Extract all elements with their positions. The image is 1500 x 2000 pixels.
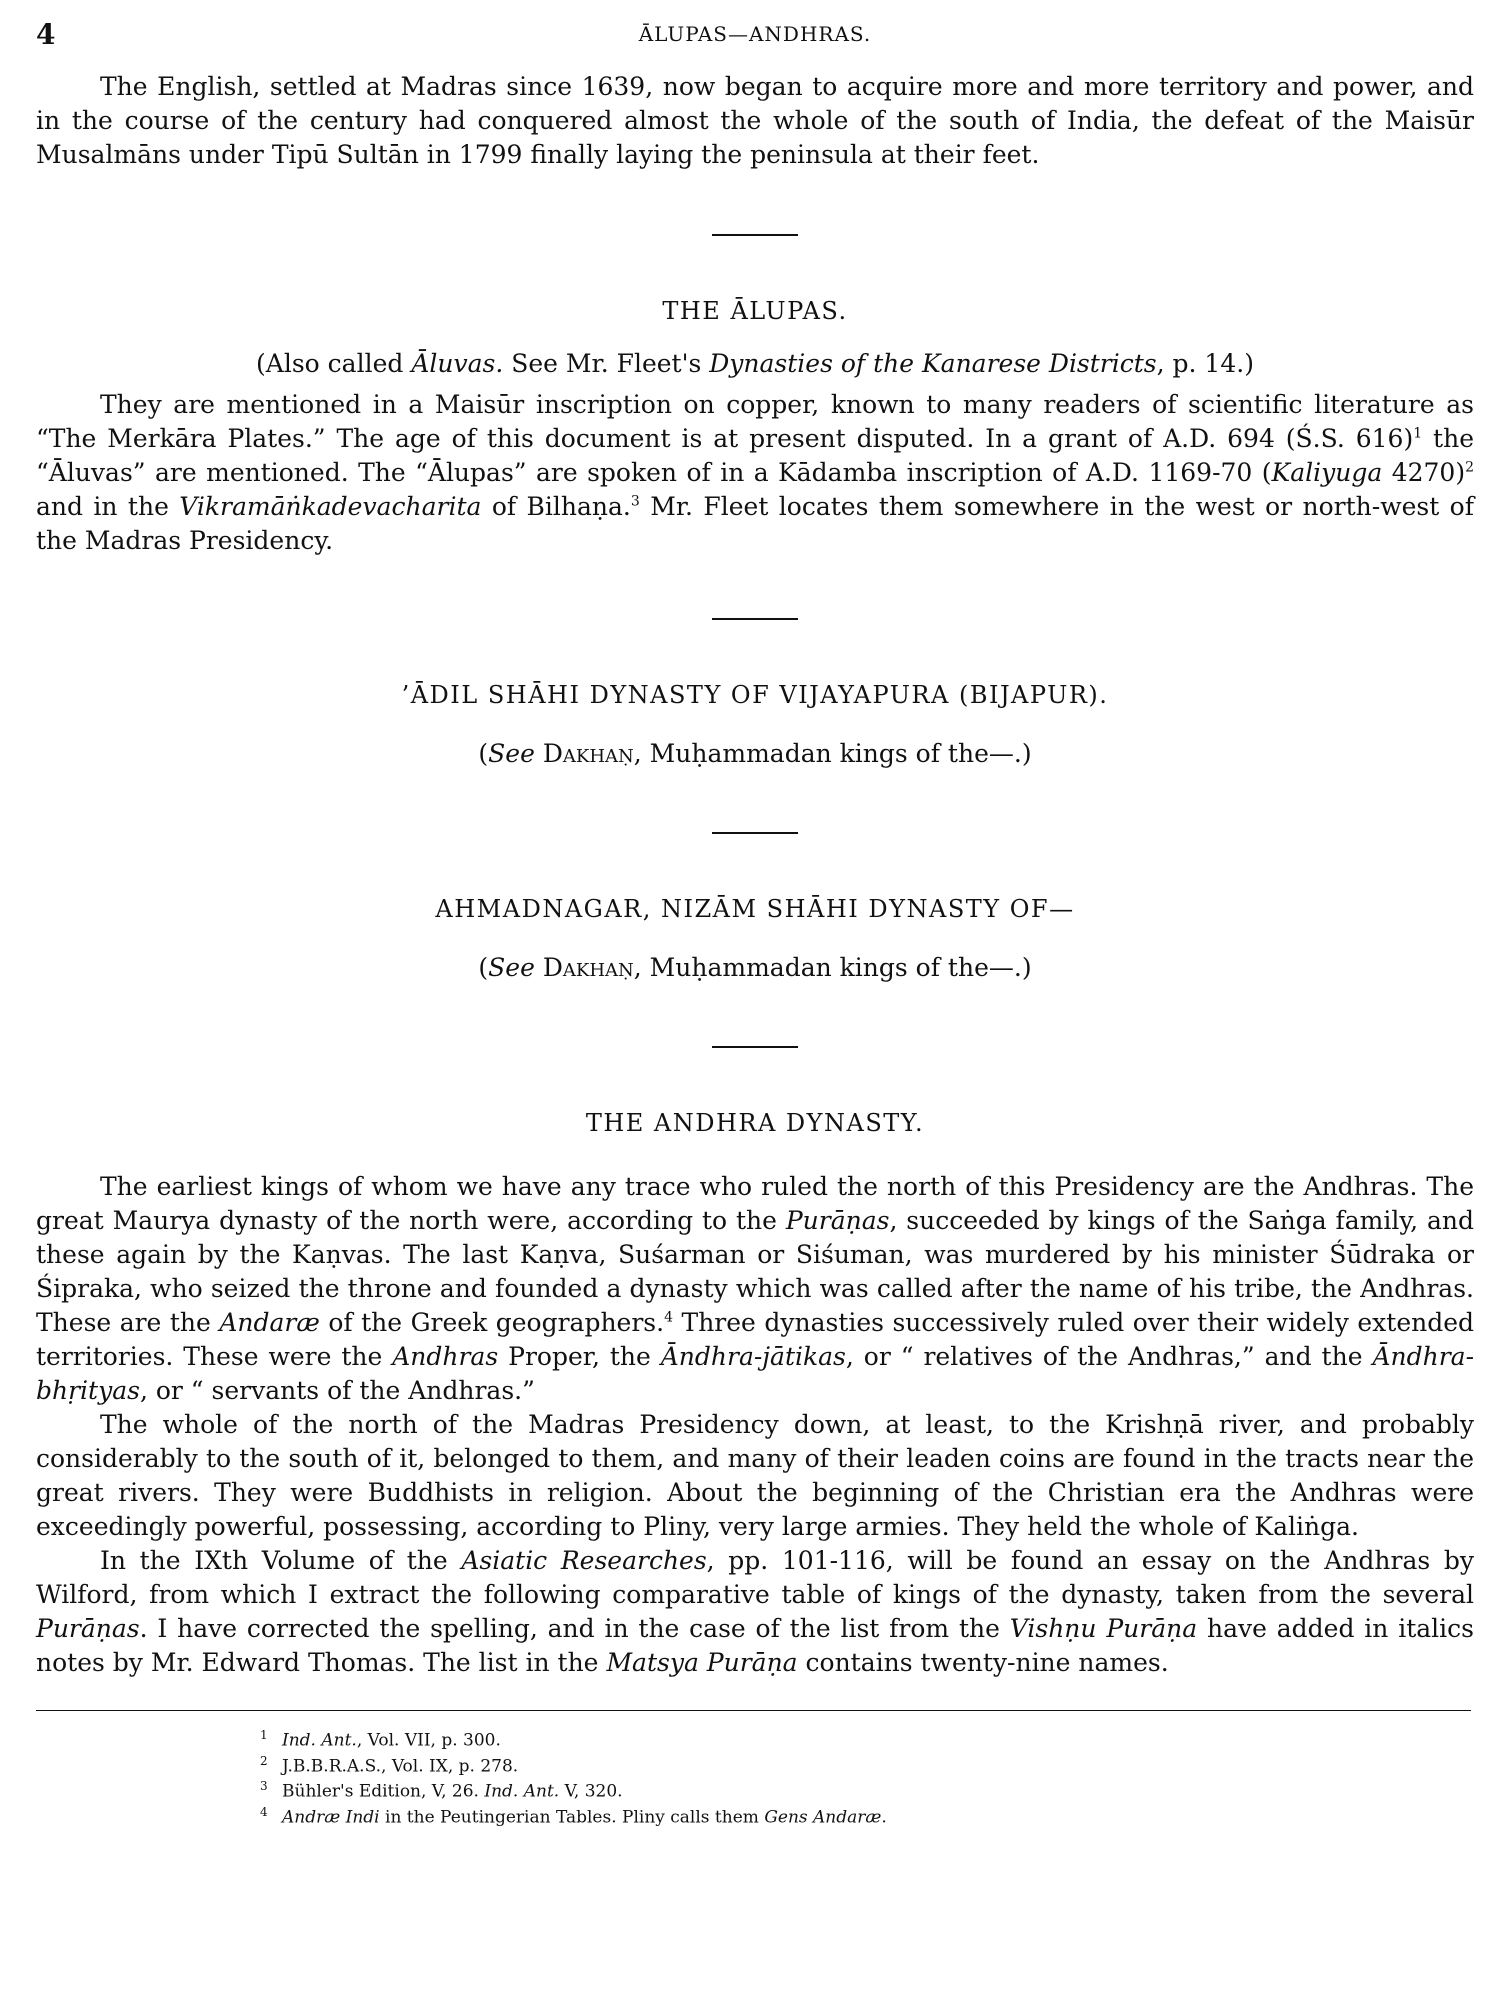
footnote-text: , Vol. VII, p. 300. — [356, 1730, 501, 1751]
text-italic: Āndhra-jātikas — [660, 1342, 846, 1371]
footnote-text: . — [881, 1807, 887, 1828]
footnote-mark: 1 — [260, 1728, 268, 1742]
text-run: Proper, the — [498, 1342, 661, 1371]
text-run: The earliest kings of whom we have any trace who ruled the north of this Presidency are the Andhras. The great Maurya dynasty of the north were, according to the — [36, 1172, 1474, 1235]
running-head: ĀLUPAS—ANDHRAS. — [638, 22, 872, 46]
subtitle-text: ( — [478, 739, 489, 768]
text-run: They are mentioned in a Maisūr inscription on copper, known to many readers of scientific literature as “The Merkāra Plates.” The age of this document is at present disputed. In a grant of A.D. 694 (Ś.S. 616) — [36, 390, 1474, 453]
text-run: , succeeded by kings of the Saṅga family, and these again by the Kaṇvas. The last Kaṇva, Suśarman or Siśuman, was murdered by his minister Śūdraka or Śipraka, who seized the throne and founded a dynasty which was called after the name of his tribe, the Andhras. These are the — [36, 1206, 1475, 1337]
text-run: of Bilhaṇa. — [481, 492, 631, 521]
section-subtitle-alupas — [36, 348, 1474, 380]
section-title-alupas: THE ĀLUPAS. — [662, 297, 848, 325]
paragraph-andhra-1 — [36, 1170, 1474, 1408]
footnote-text: V, 320. — [559, 1781, 623, 1802]
footnote-ref: 4 — [664, 1309, 674, 1326]
footnote-mark: 4 — [260, 1804, 268, 1819]
text-run: , pp. 101-116, will be found an essay on the Andhras by Wilford, from which I extract the following comparative table of kings of the dynasty, taken from the several — [36, 1546, 1474, 1609]
section-title-adil-shahi: ’ĀDIL SHĀHI DYNASTY OF VIJAYAPURA (BIJAPUR). — [401, 681, 1109, 709]
subtitle-text — [535, 739, 543, 768]
footnote-mark: 3 — [260, 1779, 268, 1794]
text-run: In the IXth Volume of the — [100, 1546, 462, 1575]
text-italic: Matsya Purāṇa — [606, 1648, 798, 1677]
subtitle-text: (Also called — [256, 349, 412, 378]
section-divider — [712, 1046, 798, 1048]
footnote-2 — [260, 1751, 1474, 1777]
page-header — [36, 18, 1474, 62]
footnote-ref: 1 — [1413, 425, 1423, 442]
paragraph-andhra-3 — [36, 1544, 1474, 1680]
text-italic: Asiatic Researches — [461, 1546, 707, 1575]
subtitle-italic: See — [488, 953, 535, 982]
text-run: , or “ servants of the Andhras.” — [139, 1376, 535, 1405]
subtitle-text: , Muḥammadan kings of the—.) — [633, 953, 1032, 982]
text-run: the “Āluvas” are mentioned. The “Ālupas” are spoken of in a Kādamba inscription of A.D. 1169-70 ( — [36, 424, 1474, 487]
footnote-ref: 3 — [630, 493, 640, 510]
footnote-1 — [260, 1725, 1474, 1751]
footnote-ref: 2 — [1465, 459, 1474, 476]
subtitle-text — [535, 953, 543, 982]
paragraph-alupas — [36, 388, 1474, 558]
text-run: contains twenty-nine names. — [797, 1648, 1169, 1677]
section-divider — [712, 618, 798, 620]
footnote-mark: 2 — [260, 1753, 268, 1768]
subtitle-text: , p. 14.) — [1156, 349, 1254, 378]
page-number: 4 — [36, 18, 56, 51]
subtitle-italic: See — [488, 739, 535, 768]
text-run: have added in italics notes by Mr. Edward Thomas. The list in the — [36, 1614, 1474, 1677]
subtitle-text: See Mr. Fleet's — [503, 349, 710, 378]
footnote-4 — [260, 1802, 1474, 1828]
section-title-andhra: THE ANDHRA DYNASTY. — [585, 1109, 925, 1137]
subtitle-italic: Āluvas. — [411, 349, 504, 378]
footnote-text: in the Peutingerian Tables. Pliny calls them — [379, 1807, 765, 1828]
subtitle-italic: Dynasties of the Kanarese Districts — [709, 349, 1157, 378]
subtitle-text: , Muḥammadan kings of the—.) — [633, 739, 1032, 768]
text-italic: Vishṇu Purāṇa — [1009, 1614, 1198, 1643]
text-run: and in the — [36, 492, 180, 521]
footnote-3 — [260, 1776, 1474, 1802]
section-divider — [712, 832, 798, 834]
footnote-italic: Gens Andaræ — [764, 1807, 882, 1828]
subtitle-smallcaps: Dakhaṇ — [542, 953, 634, 982]
text-italic: Āndhra-bhṛityas — [36, 1342, 1475, 1405]
paragraph-andhra-2: The whole of the north of the Madras Presidency down, at least, to the Krishṇā river, and probably considerably to the south of it, belonged to them, and many of their leaden coins are found in the tracts near the great rivers. They were Buddhists in religion. About the beginning of the Christian era the Andhras were exceedingly powerful, possessing, according to Pliny, very large armies. They held the whole of Kaliṅga. — [36, 1410, 1474, 1541]
subtitle-text: ( — [478, 953, 489, 982]
footnote-italic: Ind. Ant. — [282, 1730, 357, 1751]
text-run: 4270) — [1382, 458, 1466, 487]
section-divider — [712, 234, 798, 236]
footnote-text: Bühler's Edition, V, 26. — [282, 1781, 485, 1802]
text-italic: Andhras — [392, 1342, 499, 1371]
footnote-divider — [36, 1710, 1471, 1711]
footnote-text: J.B.B.R.A.S., Vol. IX, p. 278. — [282, 1756, 519, 1777]
footnotes — [260, 1725, 1474, 1828]
text-run: Three dynasties successively ruled over their widely extended territories. These were the — [36, 1308, 1475, 1371]
text-italic: Purāṇas — [36, 1614, 140, 1643]
section-subtitle-ahmadnagar — [36, 952, 1474, 984]
subtitle-smallcaps: Dakhaṇ — [542, 739, 634, 768]
text-run: of the Greek geographers. — [319, 1308, 665, 1337]
text-italic: Kaliyuga — [1271, 458, 1383, 487]
intro-paragraph: The English, settled at Madras since 1639, now began to acquire more and more territory and power, and in the course of the century had conquered almost the whole of the south of India, the defeat of the Maisūr Musalmāns under Tipū Sultān in 1799 finally laying the peninsula at their feet. — [36, 72, 1474, 169]
text-run: . I have corrected the spelling, and in the case of the list from the — [139, 1614, 1010, 1643]
footnote-italic: Ind. Ant. — [484, 1781, 560, 1802]
text-italic: Vikramāṅkadevacharita — [179, 492, 482, 521]
text-run: , or “ relatives of the Andhras,” and the — [845, 1342, 1373, 1371]
text-italic: Andaræ — [219, 1308, 320, 1337]
section-title-ahmadnagar: AHMADNAGAR, NIZĀM SHĀHI DYNASTY OF— — [435, 895, 1075, 923]
section-subtitle-adil-shahi — [36, 738, 1474, 770]
footnote-italic: Andræ Indi — [282, 1807, 380, 1828]
text-run: Mr. Fleet locates them somewhere in the west or north-west of the Madras Presidency. — [36, 492, 1474, 555]
text-italic: Purāṇas — [785, 1206, 890, 1235]
